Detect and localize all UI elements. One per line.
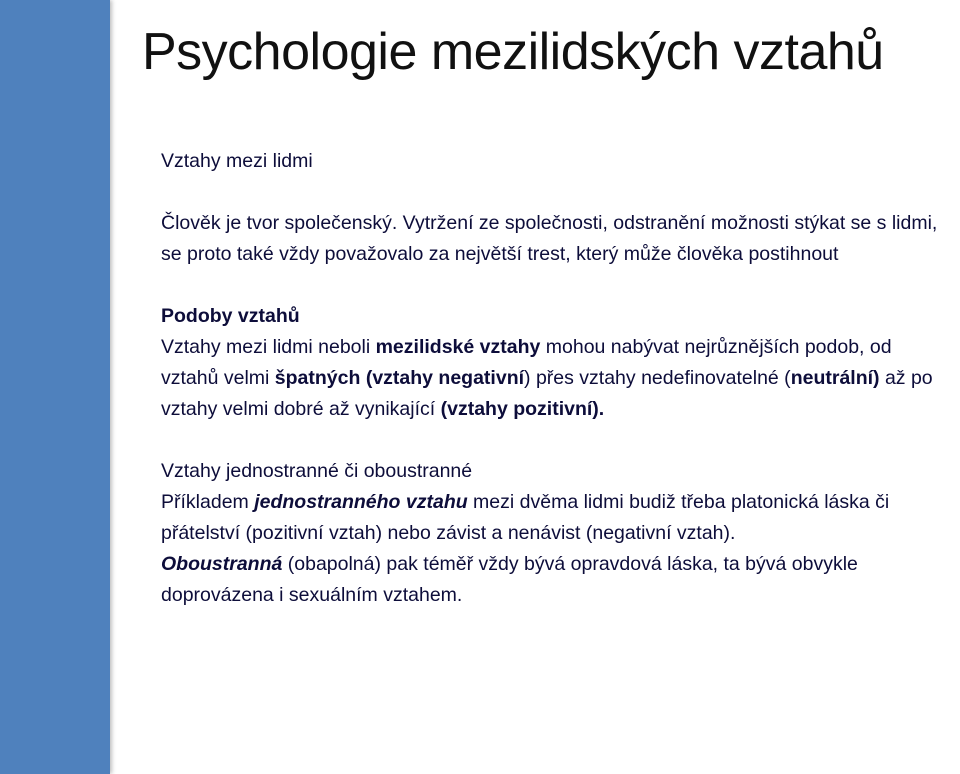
- text-run: Příkladem: [161, 491, 255, 513]
- bold-run: špatných (vztahy negativní: [274, 367, 525, 389]
- section-heading-one-sided: Vztahy jednostranné či oboustranné: [161, 460, 473, 482]
- text-run: mezi dvěma lidmi budiž třeba platonická láska či přátelství (pozitivní vztah) nebo závist a nenávist (negativní vztah).: [161, 491, 890, 544]
- text-run: (obapolná) pak téměř vždy bývá opravdová láska, ta bývá obvykle doprovázena i sexuálním vztahem.: [161, 553, 858, 606]
- slide-accent-bar: [0, 0, 110, 774]
- bold-run: mezilidské vztahy: [375, 336, 541, 358]
- bold-run: neutrální): [790, 367, 880, 389]
- text-run: mohou nabývat nejrůznějších podob, od vztahů velmi: [161, 336, 892, 389]
- text-run: Vztahy mezi lidmi neboli: [161, 336, 376, 358]
- bold-italic-run: Oboustranná: [161, 553, 283, 575]
- forms-heading-text: Podoby vztahů: [161, 305, 300, 327]
- section-text-social: Člověk je tvor společenský. Vytržení ze společnosti, odstranění možnosti stýkat se s lidmi, se proto také vždy považovalo za největší trest, který může člověka postihnout: [161, 212, 938, 265]
- section-text-mutual: [161, 549, 951, 611]
- section-heading-forms: [161, 301, 951, 332]
- text-run: ) přes vztahy nedefinovatelné (: [524, 367, 791, 389]
- section-text-forms: [161, 332, 951, 425]
- text-run: až po vztahy velmi dobré až vynikající: [161, 367, 933, 420]
- bold-italic-run: jednostranného vztahu: [254, 491, 468, 513]
- bold-run: (vztahy pozitivní).: [440, 398, 605, 420]
- slide-title: Psychologie mezilidských vztahů: [142, 23, 884, 81]
- slide-body: [161, 146, 951, 611]
- section-heading-relations: Vztahy mezi lidmi: [161, 150, 313, 172]
- section-text-one-sided: [161, 487, 951, 549]
